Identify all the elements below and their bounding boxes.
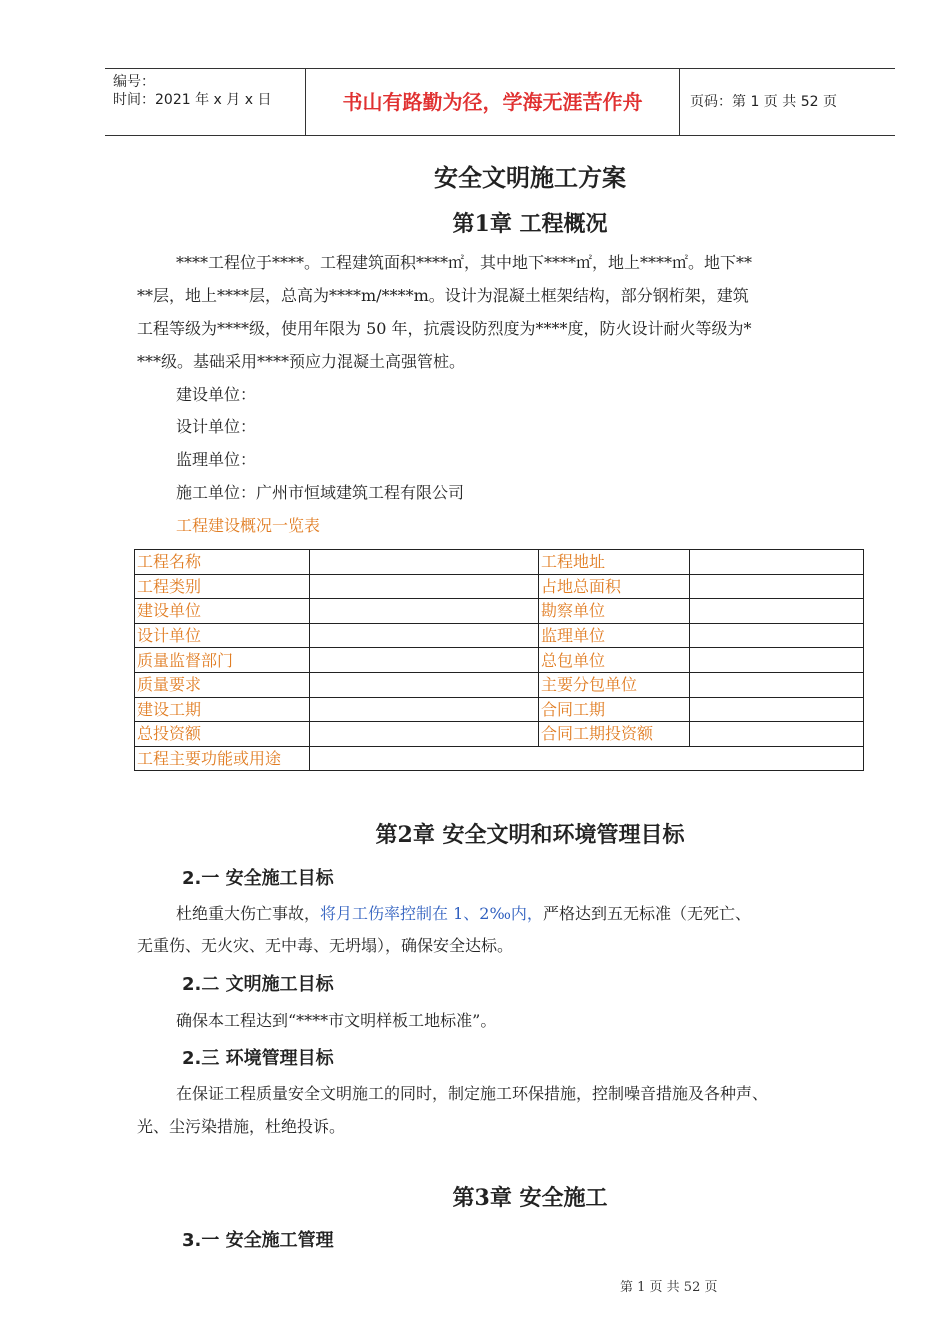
section-2-1-line-2: 无重伤、无火灾、无中毒、无坍塌），确保安全达标。 [137,936,514,955]
chapter1-line-2: **层，地上****层，总高为****m/****m。设计为混凝土框架结构，部分钢桁架，建筑 [137,286,749,305]
table-label-cell: 工程名称 [135,550,310,575]
table-row [135,599,864,624]
chapter1-line-1: ****工程位于****。工程建筑面积****㎡，其中地下****㎡，地上****㎡。地下** [176,253,753,272]
table-label-cell: 设计单位 [135,623,310,648]
section-2-1-text-b: 严格达到五无标准（无死亡、 [542,904,751,923]
page-footer: 第 1 页 共 52 页 [620,1280,718,1295]
designer-label: 设计单位： [176,417,257,436]
table-label-cell: 建设单位 [135,599,310,624]
table-value-cell [310,746,864,771]
table-row [135,722,864,747]
table-label-cell: 质量要求 [135,672,310,697]
table-label-cell: 工程主要功能或用途 [135,746,310,771]
header-number-label: 编号： [113,74,155,90]
table-row [135,672,864,697]
table-label-cell: 建设工期 [135,697,310,722]
chapter1-line-4: ***级。基础采用****预应力混凝土高强管桩。 [137,352,466,371]
table-label-cell: 总投资额 [135,722,310,747]
table-label-cell: 监理单位 [539,623,690,648]
project-overview-table [134,549,864,771]
section-3-1-title: 3.一 安全施工管理 [182,1230,334,1251]
table-label-cell: 工程地址 [539,550,690,575]
table-value-cell [310,697,539,722]
chapter2-title: 第2章 安全文明和环境管理目标 [375,822,685,848]
section-2-1-title: 2.一 安全施工目标 [182,868,334,889]
table-label-cell: 质量监督部门 [135,648,310,673]
table-row [135,697,864,722]
table-value-cell [690,574,864,599]
table-value-cell [690,722,864,747]
table-label-cell: 工程类别 [135,574,310,599]
table-label-cell: 主要分包单位 [539,672,690,697]
header-page-label: 页码：第 1 页 共 52 页 [690,94,837,110]
table-value-cell [310,648,539,673]
builder-label: 施工单位：广州市恒域建筑工程有限公司 [176,483,465,502]
table-value-cell [310,574,539,599]
section-2-3-title: 2.三 环境管理目标 [182,1048,334,1069]
section-2-1-line-1 [137,897,872,930]
table-row [135,550,864,575]
table-row [135,574,864,599]
section-2-2-text: 确保本工程达到“****市文明样板工地标准”。 [176,1011,497,1030]
table-caption: 工程建设概况一览表 [176,516,321,535]
table-value-cell [690,672,864,697]
table-label-cell: 勘察单位 [539,599,690,624]
owner-label: 建设单位： [176,385,257,404]
table-value-cell [310,672,539,697]
chapter1-title: 第1章 工程概况 [452,211,608,237]
chapter1-line-3: 工程等级为****级，使用年限为 50 年，抗震设防烈度为****度，防火设计耐火等级为* [137,319,752,338]
section-2-3-line-1: 在保证工程质量安全文明施工的同时，制定施工环保措施，控制噪音措施及各种声、 [176,1084,769,1103]
table-row [135,648,864,673]
section-2-1-highlight: 将月工伤率控制在 1、2‰内， [320,904,543,923]
table-label-cell: 占地总面积 [539,574,690,599]
table-row [135,623,864,648]
chapter3-title: 第3章 安全施工 [452,1185,608,1211]
header-time-label: 时间：2021 年 x 月 x 日 [113,92,272,108]
table-value-cell [310,623,539,648]
header-motto: 书山有路勤为径，学海无涯苦作舟 [306,69,680,135]
table-value-cell [690,599,864,624]
section-2-1-text-a: 杜绝重大伤亡事故， [176,904,321,923]
table-value-cell [310,550,539,575]
table-value-cell [310,722,539,747]
supervisor-label: 监理单位： [176,450,257,469]
document-title: 安全文明施工方案 [434,163,626,192]
page-header [105,68,895,136]
table-value-cell [690,697,864,722]
table-value-cell [690,623,864,648]
table-value-cell [690,550,864,575]
section-2-3-line-2: 光、尘污染措施，杜绝投诉。 [137,1117,346,1136]
table-row [135,746,864,771]
header-meta [105,69,306,135]
table-label-cell: 合同工期投资额 [539,722,690,747]
table-label-cell: 总包单位 [539,648,690,673]
section-2-2-title: 2.二 文明施工目标 [182,974,334,995]
table-label-cell: 合同工期 [539,697,690,722]
table-value-cell [690,648,864,673]
table-value-cell [310,599,539,624]
